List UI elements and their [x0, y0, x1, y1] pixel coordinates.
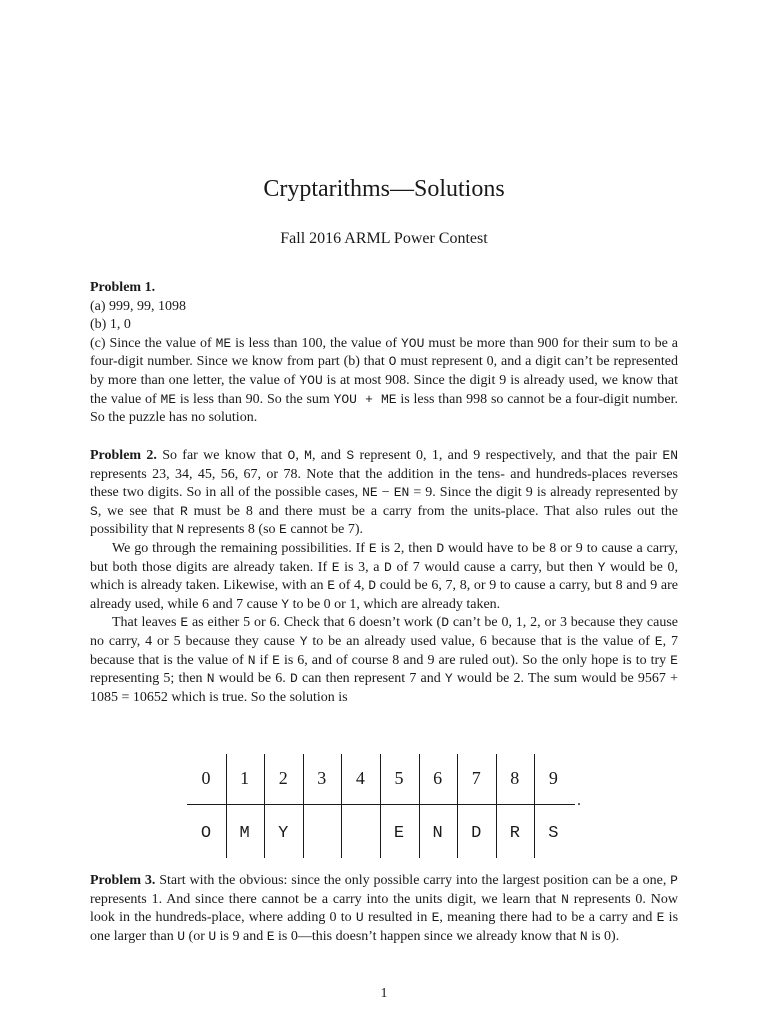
problem-1-heading: Problem 1.: [90, 280, 156, 295]
problem-2: [90, 447, 678, 707]
variable-letter: ME: [160, 391, 177, 407]
text-run: is 2, then: [376, 540, 437, 556]
table-column-divider: [226, 754, 227, 858]
variable-letter: ME: [215, 335, 232, 351]
variable-letter: N: [206, 671, 215, 687]
problem-1: [90, 279, 678, 428]
variable-letter: E: [331, 559, 340, 575]
text-run: is less than 998 so cannot be a four-digit number. So the puzzle has no solution.: [90, 391, 678, 426]
variable-letter: YOU: [299, 372, 323, 388]
table-letter-6: N: [432, 824, 443, 843]
table-digit-6: 6: [433, 768, 443, 788]
text-run: That leaves: [112, 615, 181, 631]
table-letter-1: M: [239, 824, 250, 843]
text-run: would be 6.: [214, 671, 290, 687]
table-digit-7: 7: [471, 768, 481, 788]
variable-letter: E: [266, 928, 275, 944]
text-run: ,: [295, 448, 305, 463]
text-run: is 0).: [587, 928, 620, 944]
text-run: can then represent 7 and: [297, 671, 445, 687]
variable-letter: Y: [444, 671, 453, 687]
text-run: to be an already used value, 6 because that is the value of: [307, 633, 655, 649]
text-run: is 6, and of course 8 and 9 are ruled out). So the only hope is to try: [279, 652, 671, 668]
text-run: is at most 908. Since the digit 9 is already used, we know that the value of: [90, 372, 678, 407]
text-run: −: [377, 485, 394, 501]
variable-letter: R: [179, 503, 188, 519]
text-run: Start with the obvious: since the only possible carry into the largest position can be a one,: [155, 873, 671, 888]
document-subtitle: Fall 2016 ARML Power Contest: [280, 230, 488, 247]
text-run: represents 23, 34, 45, 56, 67, or 78. Note that the addition in the tens- and hundreds-places reverses these two digits. So in all of the possible cases,: [90, 466, 678, 501]
problem-3: [90, 872, 678, 946]
variable-letter: U: [355, 910, 364, 926]
text-run: is less than 90. So the sum: [176, 391, 334, 407]
table-digit-0: 0: [201, 768, 211, 788]
text-run: if: [255, 652, 273, 668]
problem-3-heading: Problem 3.: [90, 873, 156, 888]
table-digit-4: 4: [355, 768, 365, 788]
table-letter-2: Y: [278, 824, 289, 843]
text-run: , meaning there had to be a carry and: [439, 910, 657, 926]
table-digit-9: 9: [548, 768, 558, 788]
variable-letter: S: [346, 448, 355, 463]
variable-letter: U: [208, 928, 217, 944]
text-run: is 0—this doesn’t happen since we already know that: [274, 928, 580, 944]
table-letter-5: E: [393, 824, 405, 843]
variable-letter: E: [180, 615, 189, 631]
table-letter-9: S: [548, 824, 559, 843]
problem-1-part-b: (b) 1, 0: [90, 317, 131, 333]
text-run: must be more than 900 for their sum to be a four-digit number. Since we know from part (b) that: [90, 335, 678, 370]
text-run: representing 5; then: [90, 671, 207, 687]
text-run: (or: [185, 928, 209, 944]
table-column-divider: [264, 754, 265, 858]
variable-letter: Y: [597, 559, 606, 575]
variable-letter: YOU + ME: [333, 391, 397, 407]
variable-letter: E: [656, 910, 665, 926]
table-column-divider: [419, 754, 420, 858]
document-title: Cryptarithms—Solutions: [263, 176, 505, 202]
text-run: must represent 0, and a digit can’t be represented by more than one letter, the value of: [90, 354, 678, 388]
text-run: would be 0, which is already taken. Likewise, with an: [90, 559, 678, 594]
variable-letter: O: [388, 354, 397, 370]
variable-letter: E: [279, 522, 287, 538]
table-digit-1: 1: [240, 768, 250, 788]
variable-letter: M: [304, 448, 312, 463]
text-run: must be 8 and there must be a carry from the units-place. That also rules out the possibility that: [90, 503, 678, 538]
text-run: is 9 and: [216, 928, 267, 944]
text-run: (c) Since the value of: [90, 335, 216, 351]
table-digit-5: 5: [394, 768, 404, 788]
variable-letter: S: [90, 503, 98, 519]
variable-letter: D: [441, 615, 449, 631]
problem-1-part-c: [90, 335, 678, 428]
text-run: represents 8 (so: [184, 522, 280, 538]
page-number: 1: [380, 986, 388, 1001]
text-run: represents 1. And since there cannot be a carry into the units digit, we learn that: [90, 891, 562, 907]
text-run: of 4,: [335, 578, 369, 594]
solution-table: [187, 754, 577, 858]
table-digit-8: 8: [510, 768, 520, 788]
table-letter-0: O: [200, 824, 212, 843]
variable-letter: E: [654, 633, 663, 649]
table-digit-2: 2: [278, 768, 288, 788]
text-run: to be 0 or 1, which are already taken.: [289, 596, 501, 612]
variable-letter: N: [579, 928, 588, 944]
text-run: is less than 100, the value of: [231, 335, 401, 351]
text-run: We go through the remaining possibilities. If: [112, 540, 369, 556]
text-run: is one larger than: [90, 910, 679, 944]
problem-2-para-3: [90, 614, 678, 707]
variable-letter: D: [384, 559, 392, 575]
variable-letter: E: [368, 540, 377, 556]
variable-letter: EN: [393, 485, 410, 501]
text-run: , and: [311, 448, 347, 463]
table-letter-8: R: [509, 824, 520, 843]
variable-letter: E: [431, 910, 440, 926]
text-run: resulted in: [363, 910, 432, 926]
variable-letter: YOU: [400, 335, 425, 351]
text-run: is 3, a: [339, 559, 385, 575]
variable-letter: N: [561, 891, 569, 907]
variable-letter: P: [670, 873, 678, 888]
variable-letter: N: [247, 652, 256, 668]
table-divider: [187, 804, 575, 805]
variable-letter: E: [327, 578, 336, 594]
variable-letter: D: [289, 671, 298, 687]
table-digit-3: 3: [317, 768, 327, 788]
text-run: represents 0. Now look in the hundreds-place, where adding 0 to: [90, 891, 678, 926]
problem-2-para-1: [90, 447, 678, 540]
variable-letter: E: [272, 652, 280, 668]
variable-letter: E: [670, 652, 678, 668]
variable-letter: Y: [281, 596, 290, 612]
text-run: as either 5 or 6. Check that 6 doesn’t work (: [188, 615, 442, 631]
variable-letter: EN: [662, 448, 678, 463]
variable-letter: N: [176, 522, 185, 538]
text-run: = 9. Since the digit 9 is already represented by: [409, 485, 678, 501]
table-column-divider: [341, 754, 342, 858]
text-run: represent 0, 1, and 9 respectively, and that the pair: [354, 448, 663, 463]
table-column-divider: [496, 754, 497, 858]
text-run: of 7 would cause a carry, but then: [391, 559, 598, 575]
text-run: , 7 because that is the value of: [90, 633, 678, 668]
table-period: .: [577, 792, 581, 809]
variable-letter: U: [177, 928, 186, 944]
variable-letter: D: [368, 578, 377, 594]
variable-letter: D: [436, 540, 445, 556]
problem-2-para-2: [90, 540, 678, 614]
text-run: could be 6, 7, 8, or 9 to cause a carry, but 8 and 9 are already used, while 6 and 7 cause: [90, 578, 678, 612]
text-run: can’t be 0, 1, 2, or 3 because they cause no carry, 4 or 5 because they cause: [90, 615, 678, 649]
variable-letter: O: [287, 448, 296, 463]
problem-3-para: [90, 872, 678, 946]
variable-letter: NE: [362, 485, 378, 501]
text-run: So far we know that: [156, 448, 288, 463]
table-letter-7: D: [471, 824, 482, 843]
text-run: , we see that: [97, 503, 180, 519]
table-column-divider: [457, 754, 458, 858]
problem-1-part-a: (a) 999, 99, 1098: [90, 298, 187, 314]
text-run: cannot be 7).: [286, 522, 364, 538]
text-run: would have to be 8 or 9 to cause a carry, but both those digits are already taken. If: [90, 540, 678, 575]
table-column-divider: [534, 754, 535, 858]
table-column-divider: [380, 754, 381, 858]
text-run: would be 2. The sum would be 9567 + 1085 = 10652 which is true. So the solution is: [90, 671, 679, 705]
variable-letter: Y: [299, 633, 308, 649]
table-column-divider: [303, 754, 304, 858]
problem-2-heading: Problem 2.: [90, 448, 157, 463]
